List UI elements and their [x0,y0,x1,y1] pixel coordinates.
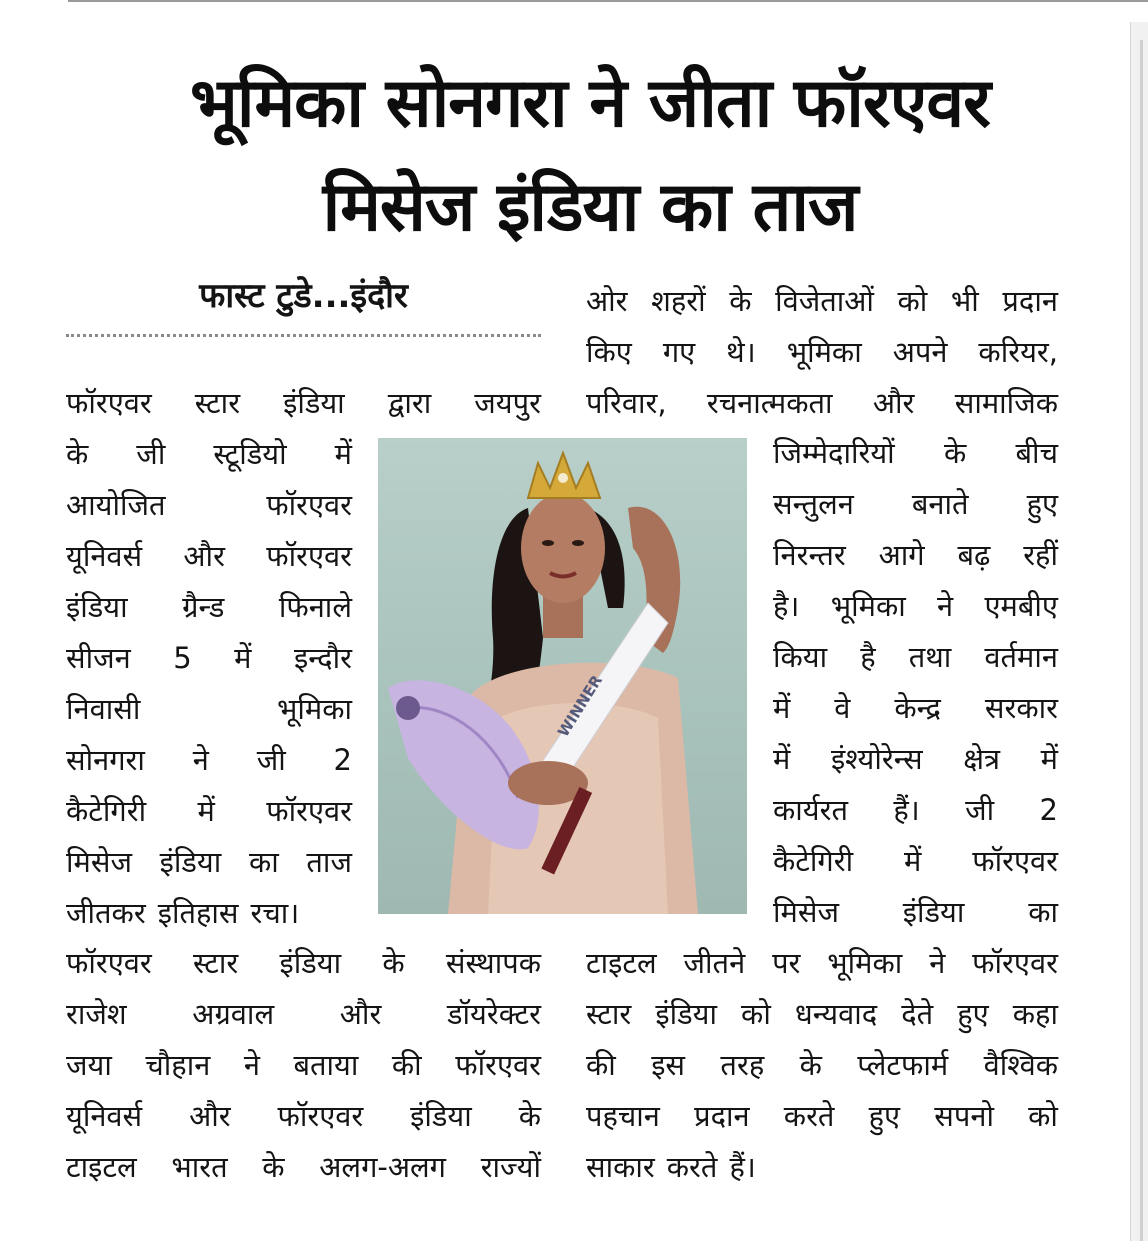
article-line [66,1040,541,1090]
article-word: चौहान [145,1048,211,1082]
article-word: प्लेटफार्म [857,1048,949,1082]
article-word: हुए [868,1099,901,1133]
article-word: राज्यों [480,1150,541,1184]
article-word: करियर, [978,335,1058,369]
article-word: है [860,640,876,674]
article-word: स्टार [194,386,241,420]
article-word: का [1028,895,1058,929]
crown-jewel [558,473,568,483]
headline [60,52,1120,260]
article-line [773,887,1058,937]
article-word: गए [662,335,696,369]
article-word: करते [783,1099,835,1133]
article-word: इंडिया [159,845,222,879]
article-word: में [197,794,215,828]
article-word: जी [136,437,166,471]
article-word: स्टूडियो [213,437,287,471]
article-word: और [189,1099,231,1133]
article-word: प्रदान [1002,284,1058,318]
article-word: फॉरएवर [66,386,152,420]
article-line [66,786,352,836]
article-word: केन्द्र [894,691,941,725]
article-word: इंडिया [902,895,965,929]
article-word: अपने [892,335,948,369]
article-word: और [339,997,382,1031]
article-word: फॉरएवर [972,946,1058,980]
article-word: के [943,436,967,470]
article-line [586,276,1058,326]
article-word: हैं। [729,1150,756,1184]
article-word: ताज [306,845,352,879]
article-word: बनाते [911,487,969,521]
article-word: टाइटल [66,1150,137,1184]
article-line [773,836,1058,886]
article-word: के [799,1048,822,1082]
article-word: भूमिका [786,335,862,369]
article-word: और [183,539,225,573]
article-word: स्टार [193,946,239,980]
article-word: में [1040,742,1058,776]
article-word: इतिहास [157,896,239,930]
sash-text: WINNER [554,672,606,741]
article-word: ओर [586,284,628,318]
eye-left [542,540,554,546]
article-word: ने [929,946,946,980]
article-word: फॉरएवर [266,539,352,573]
article-word: डॉयरेक्टर [446,997,541,1031]
article-word: स्टार [586,997,632,1031]
article-word: निवासी [66,692,141,726]
article-word: कहा [1012,997,1058,1031]
headline-line-1: भूमिका सोनगरा ने जीता फॉरएवर [190,64,990,143]
article-line [66,582,352,632]
article-word: मिसेज [66,845,132,879]
article-word: कैटेगिरी [66,794,147,828]
article-word: में [904,844,922,878]
article-line [773,479,1058,529]
article-line [586,327,1058,377]
article-word: बढ़ [957,538,991,572]
article-line [773,785,1058,835]
article-word: विजेताओं [775,284,874,318]
article-word: जी [256,743,286,777]
article-word: रहीं [1023,538,1058,572]
article-line [586,1040,1058,1090]
article-line [66,429,352,479]
article-word: के [262,1150,285,1184]
article-word: भी [950,284,979,318]
eye-right [572,540,584,546]
article-word: फॉरएवर [972,844,1058,878]
article-line [586,938,1058,988]
article-word: पर [772,946,801,980]
article-line [66,989,541,1039]
article-word: तरह [720,1048,765,1082]
article-word: साकार [586,1150,655,1184]
winner-photo [378,438,747,914]
article-word: इंडिया [66,590,128,624]
article-line [66,735,352,785]
article-word: बीच [1015,436,1058,470]
article-line [773,632,1058,682]
article-word: जयपुर [474,386,541,420]
article-line [773,428,1058,478]
article-word: भूमिका [830,589,906,623]
article-word: है। [773,589,800,623]
article-word: शहरों [651,284,706,318]
article-word: फॉरएवर [66,946,152,980]
article-word: सामाजिक [954,386,1058,420]
article-word: में [773,691,791,725]
article-word: ग्रैन्ड [182,590,225,624]
article-word: निरन्तर [773,538,846,572]
article-word: इन्दौर [293,641,352,675]
article-word: को [1028,1099,1058,1133]
article-word: इंश्योरेन्स [830,742,923,776]
face [521,493,605,603]
article-line [66,837,352,887]
article-word: फॉरएवर [455,1048,541,1082]
article-word: कार्यरत [773,793,848,827]
article-word: यूनिवर्स [66,1099,143,1133]
article-word: सरकार [984,691,1058,725]
article-line [773,683,1058,733]
article-line [66,684,352,734]
article-word: वैश्विक [983,1048,1058,1082]
article-word: रचनात्मकता [706,386,833,420]
article-line [66,633,352,683]
article-word: में [334,437,352,471]
winner-photo-illustration [378,438,747,914]
article-word: फॉरएवर [266,488,352,522]
article-word: किए [586,335,632,369]
article-word: जीतकर [66,896,146,930]
page-top-border [68,0,1148,2]
article-word: ने [243,1048,260,1082]
page-right-edge [1130,22,1148,1241]
article-word: रचा। [250,896,300,930]
article-word: और [872,386,915,420]
article-word: अग्रवाल [192,997,275,1031]
article-word: जया [66,1048,112,1082]
article-word: का [248,845,279,879]
article-word: सीजन [66,641,131,675]
article-word: देते [901,997,934,1031]
article-word: करते [666,1150,718,1184]
article-word: सपनो [934,1099,994,1133]
article-line [66,378,541,428]
article-word: परिवार, [586,386,667,420]
bouquet-flower [396,696,420,720]
article-word: सन्तुलन [773,487,854,521]
article-word: क्षेत्र [963,742,1001,776]
article-word: ने [937,589,954,623]
article-word: इंडिया [279,946,342,980]
article-word: धन्यवाद [794,997,878,1031]
article-line [66,1091,541,1141]
article-word: पहचान [586,1099,660,1133]
article-word: 2 [333,743,352,777]
article-word: आगे [878,538,925,572]
article-word: में [234,641,252,675]
article-word: हुए [1026,487,1058,521]
article-word: को [741,997,771,1031]
article-line [586,378,1058,428]
article-word: बताया [293,1048,359,1082]
article-word: प्रदान [694,1099,750,1133]
page-right-edge-line [1140,40,1143,1241]
article-line [586,1142,1058,1192]
article-word: टाइटल [586,946,657,980]
article-line [586,1091,1058,1141]
article-word: यूनिवर्स [66,539,143,573]
article-word: थे। [726,335,756,369]
article-word: के [66,437,89,471]
article-word: संस्थापक [445,946,541,980]
article-word: मिसेज [773,895,839,929]
dateline: फास्ट टुडे...इंदौर [199,276,408,316]
article-line [773,734,1058,784]
article-line [66,531,352,581]
article-word: जी [965,793,995,827]
article-word: राजेश [66,997,127,1031]
article-word: फॉरएवर [266,794,352,828]
article-word: सोनगरा [66,743,145,777]
article-word: वर्तमान [984,640,1058,674]
article-word: हैं। [893,793,920,827]
headline-line-2: मिसेज इंडिया का ताज [322,168,858,247]
article-word: एमबीए [984,589,1058,623]
article-word: इस [651,1048,686,1082]
article-word: के [729,284,752,318]
article-word: आयोजित [66,488,166,522]
article-line [773,581,1058,631]
article-line [66,480,352,530]
article-line [66,938,541,988]
article-word: तथा [908,640,952,674]
article-word: ने [192,743,209,777]
article-word: कैटेगिरी [773,844,854,878]
article-word: भारत [171,1150,228,1184]
article-word: को [897,284,928,318]
article-word: किया [773,640,828,674]
article-word: इंडिया [410,1099,472,1133]
article-word: वे [834,691,851,725]
article-word: इंडिया [655,997,717,1031]
article-word: के [518,1099,541,1133]
dotted-rule [66,334,541,337]
article-word: इंडिया [283,386,345,420]
article-word: के [382,946,405,980]
article-word: भूमिका [827,946,903,980]
article-word: 5 [173,641,192,675]
article-word: 2 [1039,793,1058,827]
article-word: हुए [957,997,989,1031]
article-word: में [773,742,791,776]
article-line [586,989,1058,1039]
article-word: की [391,1048,422,1082]
article-word: द्वारा [387,386,432,420]
article-word: जीतने [683,946,746,980]
article-line [66,1142,541,1192]
article-line [66,888,352,938]
article-word: की [586,1048,616,1082]
article-word: फिनाले [278,590,352,624]
article-word: भूमिका [276,692,352,726]
article-line [773,530,1058,580]
article-word: अलग-अलग [319,1150,447,1184]
article-word: जिम्मेदारियों [773,436,895,470]
article-word: फॉरएवर [277,1099,364,1133]
